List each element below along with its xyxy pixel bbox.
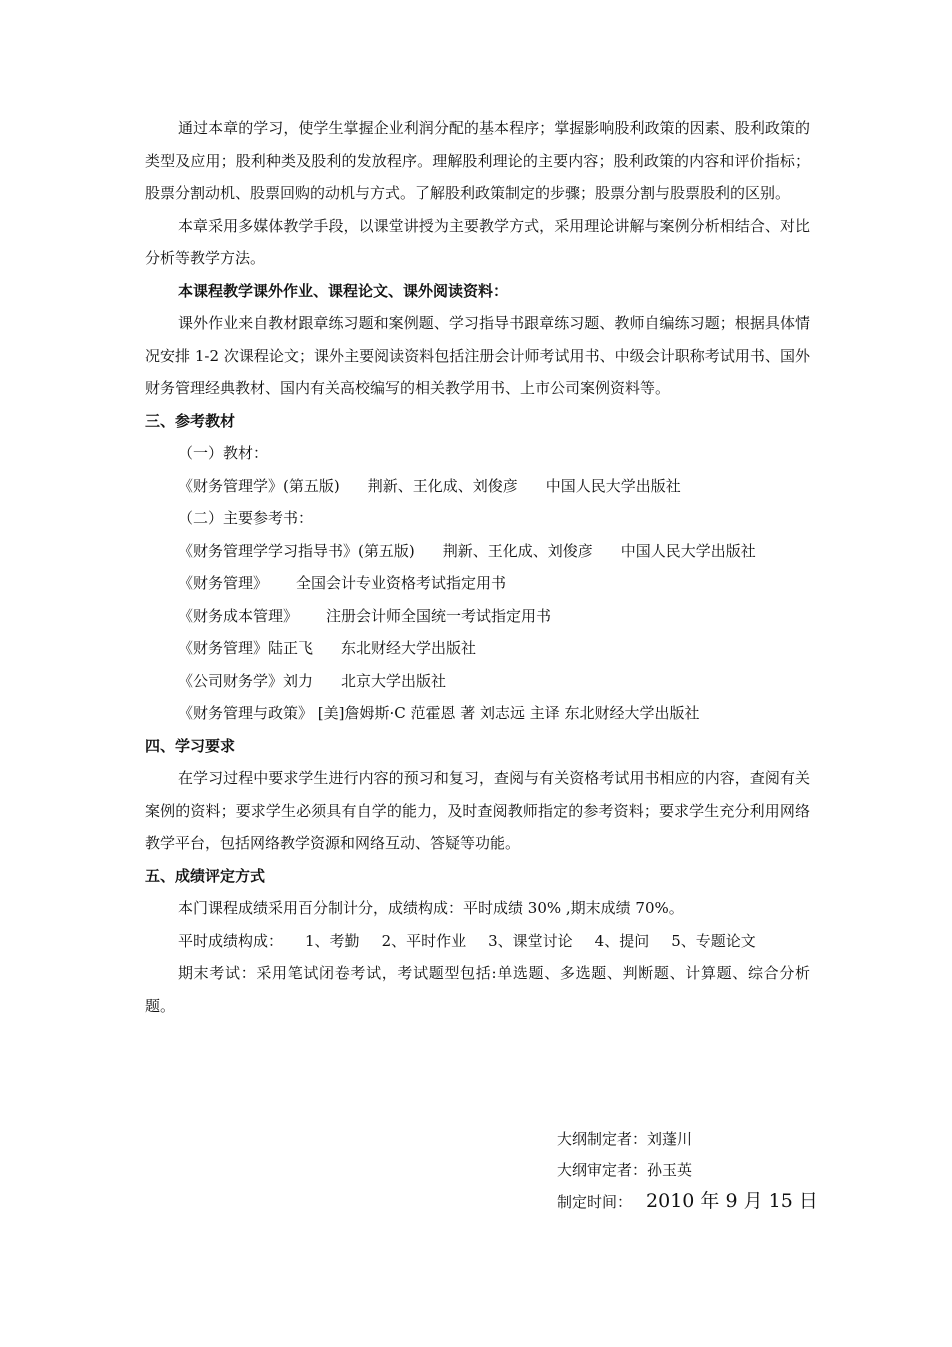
intro-paragraph-2: 本章采用多媒体教学手段，以课堂讲授为主要教学方式，采用理论讲解与案例分析相结合、对比分析等教学方法。	[145, 216, 810, 267]
requirements-paragraph: 在学习过程中要求学生进行内容的预习和复习，查阅与有关资格考试用书相应的内容，查阅有关案例的资料；要求学生必须具有自学的能力，及时查阅教师指定的参考资料；要求学生充分利用网络教学平台，包括网络教学资源和网络互动、答疑等功能。	[145, 769, 810, 852]
author-name: 刘蓬川	[647, 1130, 693, 1148]
grading-composition: 本门课程成绩采用百分制计分，成绩构成：平时成绩 30% ,期末成绩 70%。	[178, 899, 684, 917]
textbook-publisher: 中国人民大学出版社	[545, 476, 681, 495]
grade-item: 4、提问	[594, 931, 650, 950]
reference-entry	[145, 697, 810, 730]
homework-heading: 本课程教学课外作业、课程论文、课外阅读资料：	[178, 281, 509, 300]
grade-item: 3、课堂讨论	[488, 931, 573, 950]
date-label: 制定时间：	[557, 1193, 633, 1211]
textbook-label: （一）教材：	[178, 444, 269, 462]
intro-paragraph-1: 通过本章的学习，使学生掌握企业利润分配的基本程序；掌握影响股利政策的因素、股利政策的类型及应用；股利种类及股利的发放程序。理解股利理论的主要内容；股利政策的内容和评价指标；股票分割动机、股票回购的动机与方式。了解股利政策制定的步骤；股票分割与股票股利的区别。	[145, 119, 810, 202]
author-label: 大纲制定者：	[557, 1130, 648, 1148]
reference-title: 《财务成本管理》	[178, 606, 299, 625]
signature-block	[557, 1124, 818, 1218]
main-refs-label: （二）主要参考书：	[178, 509, 314, 527]
grade-item: 1、考勤	[305, 931, 360, 950]
reference-authors: 北京大学出版社	[341, 671, 447, 690]
homework-paragraph: 课外作业来自教材跟章练习题和案例题、学习指导书跟章练习题、教师自编练习题；根据具体情况安排 1-2 次课程论文；课外主要阅读资料包括注册会计师考试用书、中级会计职称考试用书、国外财务管理经典教材、国内有关高校编写的相关教学用书、上市公司案例资料等。	[145, 314, 810, 397]
requirements-heading: 四、学习要求	[145, 736, 236, 755]
grade-item: 2、平时作业	[381, 931, 467, 950]
references-heading: 三、参考教材	[145, 411, 236, 430]
reference-title: 《财务管理》陆正飞	[178, 639, 314, 657]
regular-grade-items	[145, 925, 810, 958]
textbook-title: 《财务管理学》(第五版)	[178, 476, 340, 495]
reviewer-name: 孙玉英	[647, 1161, 693, 1179]
reference-title: 《公司财务学》刘力	[178, 671, 314, 690]
reference-publisher: 中国人民大学出版社	[620, 541, 756, 560]
regular-grade-label: 平时成绩构成：	[178, 931, 284, 950]
reference-entry	[145, 567, 810, 600]
reference-entry	[145, 535, 810, 568]
reviewer-line	[557, 1155, 818, 1186]
reference-title: 《财务管理学学习指导书》(第五版)	[178, 541, 415, 560]
grade-item: 5、专题论文	[671, 931, 756, 950]
reference-authors: 注册会计师全国统一考试指定用书	[326, 606, 552, 625]
date-line	[557, 1186, 818, 1218]
reference-authors: 东北财经大学出版社	[341, 639, 477, 657]
grading-heading: 五、成绩评定方式	[145, 866, 266, 885]
date-value: 2010 年 9 月 15 日	[646, 1190, 818, 1212]
final-exam-paragraph: 期末考试：采用笔试闭卷考试，考试题型包括:单选题、多选题、判断题、计算题、综合分析题。	[145, 964, 810, 1015]
reference-entry	[145, 665, 810, 698]
document-body	[145, 112, 810, 1022]
reference-entry	[145, 632, 810, 665]
reference-authors: 荆新、王化成、刘俊彦	[442, 541, 593, 560]
textbook-entry	[145, 470, 810, 503]
reference-authors: 全国会计专业资格考试指定用书	[296, 574, 507, 592]
author-line	[557, 1124, 818, 1155]
reference-entry	[145, 600, 810, 633]
reference-title: 《财务管理》	[178, 574, 269, 592]
reference-title: 《财务管理与政策》 [美]詹姆斯·C 范霍恩 著 刘志远 主译 东北财经大学出版社	[178, 704, 700, 722]
reviewer-label: 大纲审定者：	[557, 1161, 648, 1179]
textbook-authors: 荆新、王化成、刘俊彦	[367, 476, 518, 495]
